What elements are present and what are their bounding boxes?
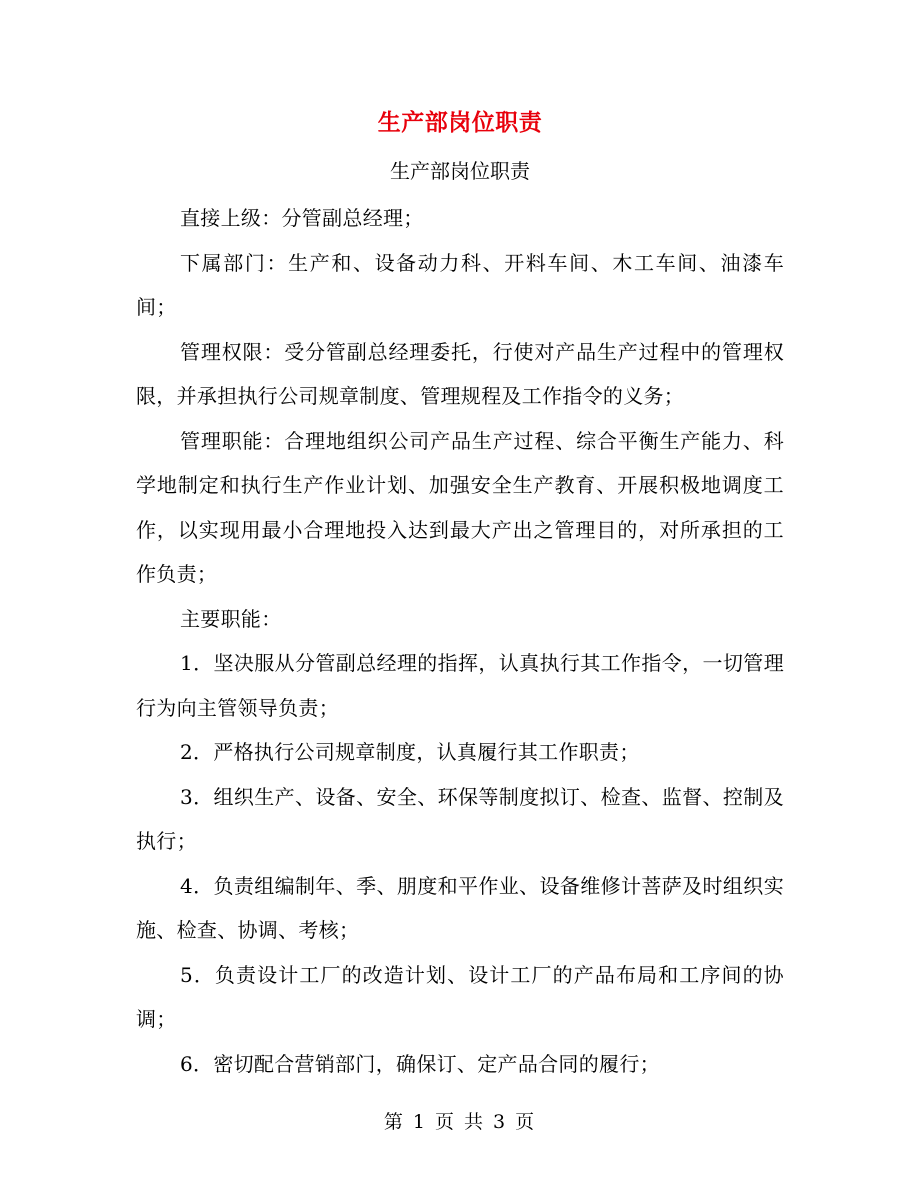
duty-item-3: 3．组织生产、设备、安全、环保等制度拟订、检查、监督、控制及执行； [136, 784, 784, 853]
page-footer: 第 1 页 共 3 页 [383, 1111, 537, 1133]
duty-item-5: 5．负责设计工厂的改造计划、设计工厂的产品布局和工序间的协调； [136, 962, 784, 1031]
duty-item-4: 4．负责组编制年、季、朋度和平作业、设备维修计菩萨及时组织实施、检查、协调、考核； [136, 873, 784, 942]
duty-item-1: 1．坚决服从分管副总经理的指挥，认真执行其工作指令，一切管理行为向主管领导负责； [136, 651, 784, 720]
paragraph-management-function: 管理职能：合理地组织公司产品生产过程、综合平衡生产能力、科学地制定和执行生产作业计划、加强安全生产教育、开展积极地调度工作，以实现用最小合理地投入达到最大产出之管理目的，对所承担的工作负责； [136, 428, 784, 586]
paragraph-management-authority: 管理权限：受分管副总经理委托，行使对产品生产过程中的管理权限，并承担执行公司规章制度、管理规程及工作指令的义务； [136, 339, 784, 408]
paragraph-direct-superior: 直接上级：分管副总经理； [180, 206, 424, 230]
paragraph-subordinate-departments: 下属部门：生产和、设备动力科、开料车间、木工车间、油漆车间； [136, 250, 784, 319]
duty-item-6: 6．密切配合营销部门，确保订、定产品合同的履行； [180, 1051, 660, 1076]
paragraph-main-duties-heading: 主要职能： [180, 606, 282, 631]
document-body [136, 196, 784, 1086]
document-subtitle: 生产部岗位职责 [390, 159, 530, 183]
document-title: 生产部岗位职责 [377, 109, 543, 136]
duty-item-2: 2．严格执行公司规章制度，认真履行其工作职责； [180, 740, 640, 764]
